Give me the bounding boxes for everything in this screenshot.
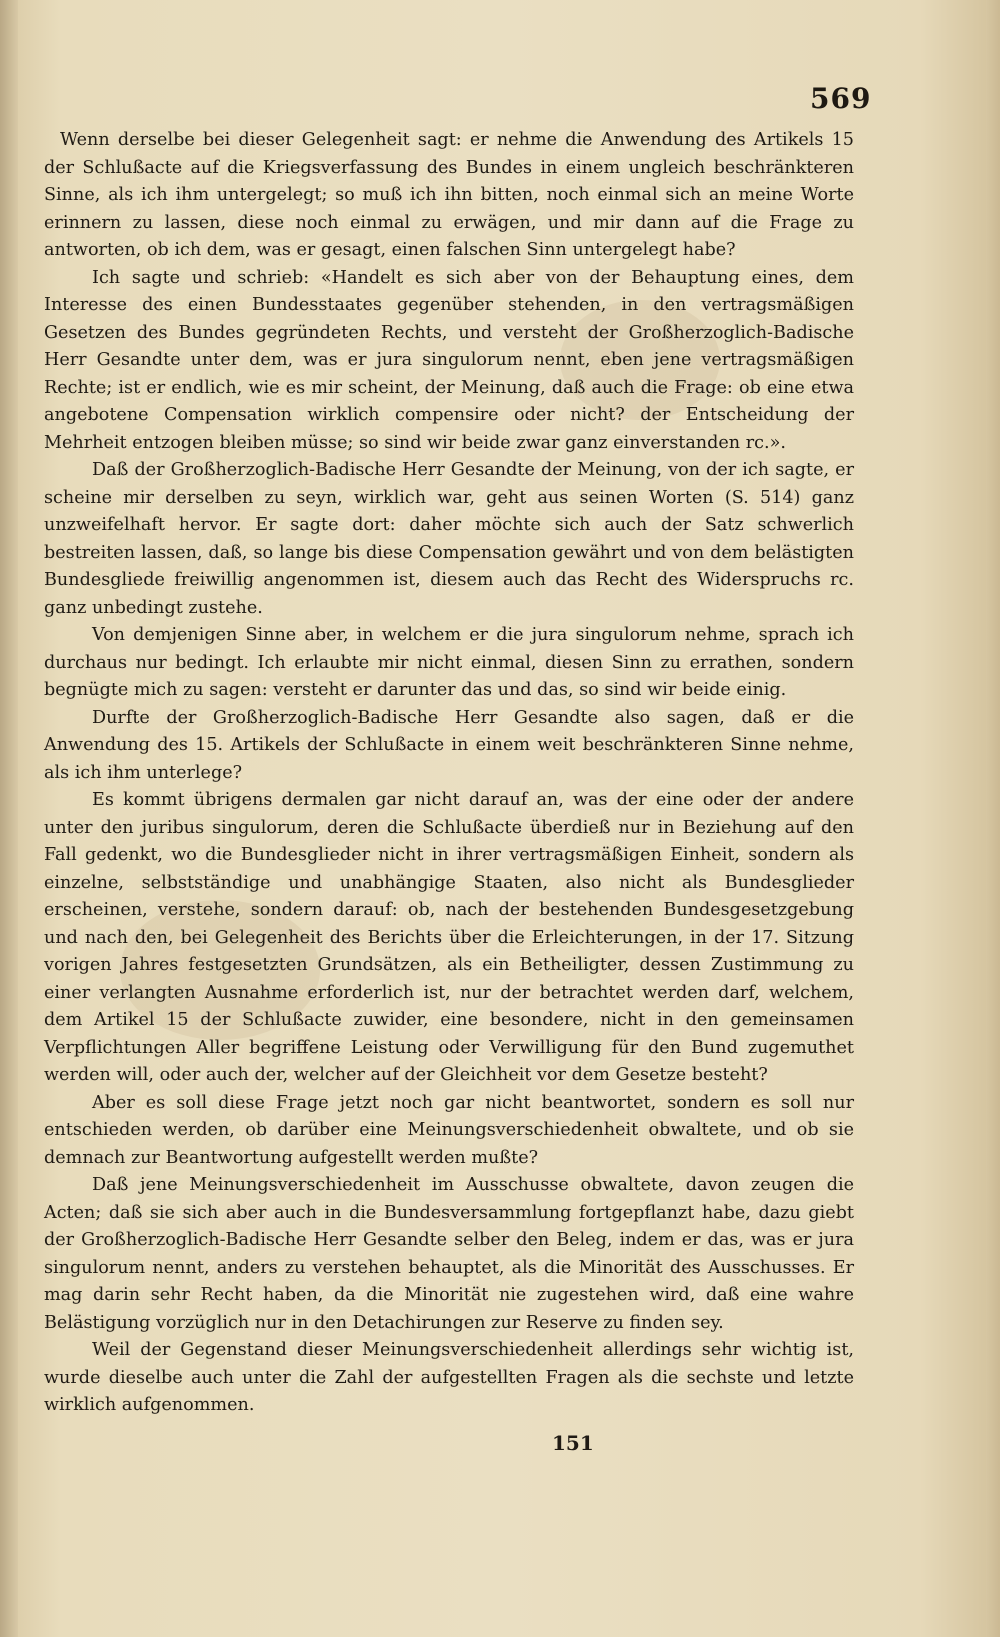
body-text	[44, 127, 854, 1420]
page-spine-edge	[0, 0, 18, 1637]
page-number: 569	[810, 82, 872, 115]
paragraph: Ich sagte und schrieb: «Handelt es sich aber von der Behauptung eines, dem Interesse des einen Bundesstaates gegenüber stehenden, in den vertragsmäßigen Gesetzen des Bundes gegründeten Rechts, und versteht der Großherzoglich-Badische Herr Gesandte unter dem, was er jura singulorum nennt, eben jene vertragsmäßigen Rechte; ist er endlich, wie es mir scheint, der Meinung, daß auch die Frage: ob eine etwa angebotene Compensation wirklich compensire oder nicht? der Entscheidung der Mehrheit entzogen bleiben müsse; so sind wir beide zwar ganz einverstanden rc.».	[44, 267, 854, 453]
paragraph: Daß der Großherzoglich-Badische Herr Gesandte der Meinung, von der ich sagte, er scheine mir derselben zu seyn, wirklich war, geht aus seinen Worten (S. 514) ganz unzweifelhaft hervor. Er sagte dort: daher möchte sich auch der Satz schwerlich bestreiten lassen, daß, so lange bis diese Compensation gewährt und von dem belästigten Bundesgliede freiwillig angenommen ist, diesem auch das Recht des Widerspruchs rc. ganz unbedingt zustehe.	[44, 460, 854, 618]
paragraph: Daß jene Meinungsverschiedenheit im Ausschusse obwaltete, davon zeugen die Acten; daß sie sich aber auch in die Bundesversammlung fortgepflanzt habe, dazu giebt der Großherzoglich-Badische Herr Gesandte selber den Beleg, indem er das, was er jura singulorum nennt, anders zu verstehen behauptet, als die Minorität des Ausschusses. Er mag darin sehr Recht haben, da die Minorität nie zugestehen wird, daß eine wahre Belästigung vorzüglich nur in den Detachirungen zur Reserve zu finden sey.	[44, 1175, 854, 1333]
paragraph: Wenn derselbe bei dieser Gelegenheit sagt: er nehme die Anwendung des Artikels 15 der Schlußacte auf die Kriegsverfassung des Bundes in einem ungleich beschränkteren Sinne, als ich ihm untergelegt; so muß ich ihn bitten, noch einmal sich an meine Worte erinnern zu lassen, diese noch einmal zu erwägen, und mir dann auf die Frage zu antworten, ob ich dem, was er gesagt, einen falschen Sinn untergelegt habe?	[44, 130, 854, 260]
printer-signature-mark: 151	[552, 1431, 594, 1455]
paragraph: Von demjenigen Sinne aber, in welchem er die jura singulorum nehme, sprach ich durchaus nur bedingt. Ich erlaubte mir nicht einmal, diesen Sinn zu errathen, sondern begnügte mich zu sagen: versteht er darunter das und das, so sind wir beide einig.	[44, 625, 854, 700]
paragraph: Es kommt übrigens dermalen gar nicht darauf an, was der eine oder der andere unter den juribus singulorum, deren die Schlußacte überdieß nur in Beziehung auf den Fall gedenkt, wo die Bundesglieder nicht in ihrer vertragsmäßigen Einheit, sondern als einzelne, selbstständige und unabhängige Staaten, also nicht als Bundesglieder erscheinen, verstehe, sondern darauf: ob, nach der bestehenden Bundesgesetzgebung und nach den, bei Gelegenheit des Berichts über die Erleichterungen, in der 17. Sitzung vorigen Jahres festgesetzten Grundsätzen, als ein Betheiligter, dessen Zustimmung zu einer verlangten Ausnahme erforderlich ist, nur der betrachtet werden darf, welchem, dem Artikel 15 der Schlußacte zuwider, eine besondere, nicht in den gemeinsamen Verpflichtungen Aller begriffene Leistung oder Verwilligung für den Bund zugemuthet werden will, oder auch der, welcher auf der Gleichheit vor dem Gesetze besteht?	[44, 790, 854, 1085]
paragraph: Aber es soll diese Frage jetzt noch gar nicht beantwortet, sondern es soll nur entschieden werden, ob darüber eine Meinungsverschiedenheit obwaltete, und ob sie demnach zur Beantwortung aufgestellt werden mußte?	[44, 1092, 854, 1168]
paragraph: Durfte der Großherzoglich-Badische Herr Gesandte also sagen, daß er die Anwendung des 15. Artikels der Schlußacte in einem weit beschränkteren Sinne nehme, als ich ihm unterlege?	[44, 707, 854, 783]
paragraph: Weil der Gegenstand dieser Meinungsverschiedenheit allerdings sehr wichtig ist, wurde dieselbe auch unter die Zahl der aufgestellten Fragen als die sechste und letzte wirklich aufgenommen.	[44, 1340, 854, 1415]
page-right-edge	[986, 0, 1000, 1637]
